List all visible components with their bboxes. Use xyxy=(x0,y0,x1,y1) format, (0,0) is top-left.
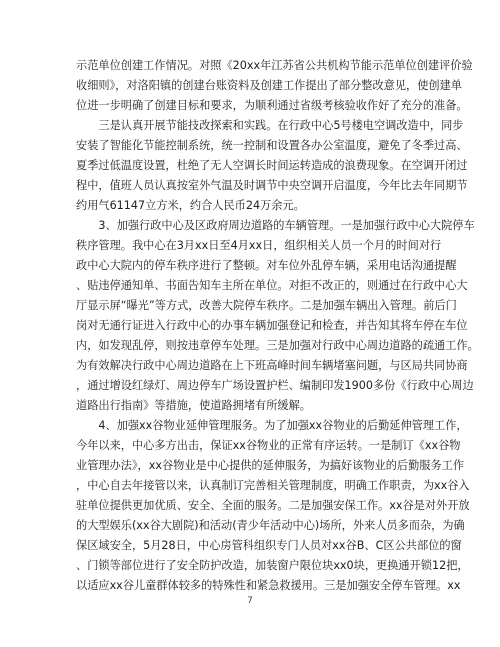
text-line: 三是认真开展节能技改探索和实践。在行政中心5号楼电空调改造中，同步 xyxy=(76,119,464,132)
text-line: 厅显示屏“曝光”等方式，改善大院停车秩序。二是加强车辆出入管理。前后门 xyxy=(76,299,457,312)
text-line: 示范单位创建工作情况。对照《20xx年江苏省公共机构节能示范单位创建评价验 xyxy=(76,59,473,72)
text-line: 位进一步明确了创建目标和要求，为顺利通过省级考核验收作好了充分的准备。 xyxy=(76,99,468,112)
text-line: 以适应xx谷儿童群体较多的特殊性和紧急救援用。三是加强安全停车管理。xx xyxy=(76,579,461,592)
text-line: 约用气61147立方米，约合人民币24万余元。 xyxy=(76,199,305,212)
text-line: 夏季过低温度设置，杜绝了无人空调长时间运转造成的浪费现象。在空调开闭过 xyxy=(76,159,468,172)
text-line: 程中，值班人员认真按室外气温及时调节中央空调开启温度，今年比去年同期节 xyxy=(76,179,468,192)
text-line: 保区域安全，5月28日，中心房管科组织专门人员对xx谷B、C区公共部位的窗 xyxy=(76,539,462,552)
text-line: 、贴违停通知单、书面告知车主所在单位。对拒不改正的，则通过在行政中心大 xyxy=(76,279,468,292)
text-line: 政中心大院内的停车秩序进行了整顿。对车位外乱停车辆，采用电话沟通提醒 xyxy=(76,259,457,272)
text-line: 内，如发现乱停，则按违章停车处理。三是加强对行政中心周边道路的疏通工作。 xyxy=(76,339,479,352)
text-line: 秩序管理。我中心在3月xx日至4月xx日，组织相关人员一个月的时间对行 xyxy=(76,239,442,252)
text-line: 收细则》，对洛阳镇的创建台账资料及创建工作提出了部分整改意见，使创建单 xyxy=(76,79,462,92)
text-line: 安装了智能化节能控制系统，统一控制和设置各办公室温度，避免了冬季过高、 xyxy=(76,139,468,152)
page-number: 7 xyxy=(247,596,253,606)
text-line: ，通过增设红绿灯、周边停车广场设置护栏、编制印发1900多份《行政中心周边 xyxy=(76,379,474,392)
text-line: 道路出行指南》等措施，使道路拥堵有所缓解。 xyxy=(76,399,311,412)
text-line: 的大型娱乐(xx谷大剧院)和活动(青少年活动中心)场所，外来人员多而杂，为确 xyxy=(76,519,465,532)
text-line: 业管理办法》，xx谷物业是中心提供的延伸服务，为搞好该物业的后勤服务工作 xyxy=(76,459,465,472)
text-line: 岗对无通行证进入行政中心的办事车辆加强登记和检查，并告知其将车停在车位 xyxy=(76,319,468,332)
text-line: 4、加强xx谷物业延伸管理服务。为了加强xx谷物业的后勤延伸管理工作， xyxy=(76,419,468,432)
text-line: 、门锁等部位进行了安全防护改造，加装窗户限位块xx0块，更换通开锁12把， xyxy=(76,559,469,572)
text-line: ，中心自去年接管以来，认真制订完善相关管理制度，明确工作职责，为xx谷入 xyxy=(76,479,470,492)
text-line: 3、加强行政中心及区政府周边道路的车辆管理。一是加强行政中心大院停车 xyxy=(76,219,475,232)
text-line: 驻单位提供更加优质、安全、全面的服务。二是加强安保工作。xx谷是对外开放 xyxy=(76,499,470,512)
text-line: 今年以来，中心多方出击，保证xx谷物业的正常有序运转。一是制订《xx谷物 xyxy=(76,439,461,452)
body-text xyxy=(76,56,479,596)
text-line: 为有效解决行政中心周边道路在上下班高峰时间车辆堵塞问题，与区局共同协商 xyxy=(76,359,468,372)
